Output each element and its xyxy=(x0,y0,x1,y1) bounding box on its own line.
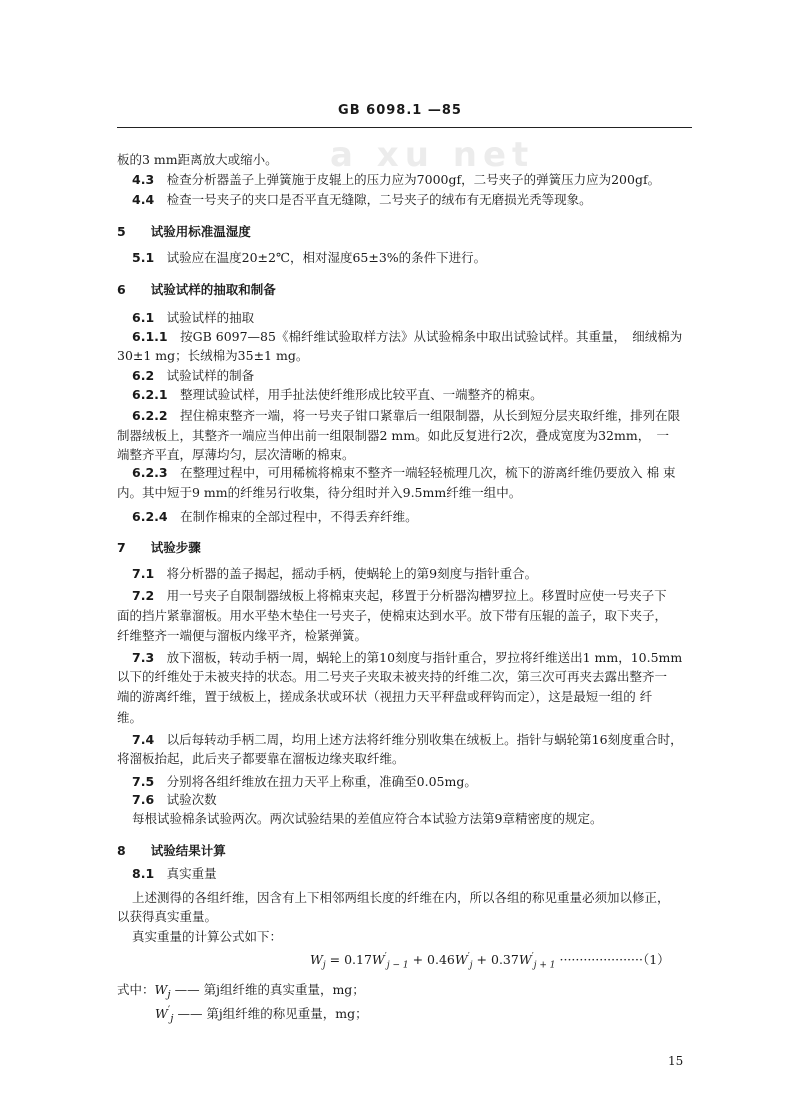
line-text: 用一号夹子自限制器绒板上将棉束夹起，移置于分析器沟槽罗拉上。移置时应使一号夹子下 xyxy=(166,588,667,603)
document-header: GB 6098.1 —85 xyxy=(338,103,462,118)
text-line xyxy=(132,310,254,326)
formula-1: $W_j = 0.17W'_{j - 1} + 0.46W'_j + 0.37W'_{j + 1} \cdot\cdot\cdot\cdot\cdot\cdot\cdot\cdot\cdot\cdot\cdot\cdot\cdot\cdot\cdot\cdot\cdot\cdot\cdot\cdot\cdot(1)$ xyxy=(310,951,670,971)
line-text: 试验步骤 xyxy=(150,540,201,555)
watermark: a xu net xyxy=(330,135,535,175)
clause-number: 6.2 xyxy=(132,368,155,383)
line-text: 试验次数 xyxy=(166,792,217,807)
header-rule xyxy=(117,127,692,128)
line-text: 制器绒板上，其整齐一端应当伸出前一组限制器2 mm。如此反复进行2次，叠成宽度为32mm， 一 xyxy=(117,428,669,443)
text-line xyxy=(132,811,602,827)
line-text: 将分析器的盖子揭起，摇动手柄，使蜗轮上的第9刻度与指针重合。 xyxy=(166,566,538,581)
line-text: 检查一号夹子的夹口是否平直无缝隙，二号夹子的绒布有无磨损光秃等现象。 xyxy=(166,192,592,207)
line-text: 整理试验试样，用手扯法使纤维形成比较平直、一端整齐的棉束。 xyxy=(180,387,543,402)
text-line xyxy=(117,669,667,685)
text-line xyxy=(132,465,676,481)
line-text: 在整理过程中，可用稀梳将棉束不整齐一端轻轻梳理几次，梳下的游离纤维仍要放入 棉 束 xyxy=(180,465,676,480)
line-text: 端整齐平直，厚薄均匀，层次清晰的棉束。 xyxy=(117,447,355,462)
clause-number: 6.1.1 xyxy=(132,329,168,344)
text-line xyxy=(117,909,217,925)
page-number: 15 xyxy=(668,1054,684,1068)
text-line xyxy=(132,250,486,266)
clause-number: 7.3 xyxy=(132,650,155,665)
clause-number: 8.1 xyxy=(132,866,155,881)
definition-1: 式中：$W_j$ —— 第j组纤维的真实重量，mg； xyxy=(117,982,365,1001)
line-text: 试验应在温度20±2℃，相对湿度65±3%的条件下进行。 xyxy=(166,250,487,265)
text-line xyxy=(132,566,537,582)
text-line xyxy=(117,751,405,767)
clause-number: 5 xyxy=(117,224,126,239)
text-line xyxy=(117,540,201,556)
line-text: 分别将各组纤维放在扭力天平上称重，准确至0.05mg。 xyxy=(166,774,477,789)
text-line xyxy=(117,608,667,624)
text-line xyxy=(132,732,683,748)
text-line xyxy=(132,387,543,403)
text-line xyxy=(132,792,217,808)
line-text: 以获得真实重量。 xyxy=(117,909,218,924)
line-text: 真实重量 xyxy=(166,866,217,881)
line-text: 真实重量的计算公式如下： xyxy=(132,929,283,944)
clause-number: 7.4 xyxy=(132,732,155,747)
clause-number: 5.1 xyxy=(132,250,155,265)
text-line xyxy=(132,890,670,906)
text-line xyxy=(132,509,418,525)
clause-number: 6.1 xyxy=(132,310,155,325)
line-text: 捏住棉束整齐一端，将一号夹子钳口紧靠后一组限制器，从长到短分层夹取纤维，排列在限 xyxy=(180,408,681,423)
text-line xyxy=(117,710,142,726)
line-text: 每根试验棉条试验两次。两次试验结果的差值应符合本试验方法第9章精密度的规定。 xyxy=(132,811,603,826)
text-line xyxy=(117,843,226,859)
line-text: 试验结果计算 xyxy=(150,843,226,858)
clause-number: 6.2.2 xyxy=(132,408,168,423)
text-line xyxy=(132,650,682,666)
line-text: 纤维整齐一端便与溜板内缘平齐，检紧弹簧。 xyxy=(117,628,368,643)
clause-number: 7.6 xyxy=(132,792,155,807)
clause-number: 7 xyxy=(117,540,126,555)
clause-number: 6.2.4 xyxy=(132,509,168,524)
line-text: 放下溜板，转动手柄一周，蜗轮上的第10刻度与指针重合，罗拉将纤维送出1 mm，10.5mm xyxy=(166,650,683,665)
clause-number: 4.3 xyxy=(132,172,155,187)
text-line xyxy=(117,152,278,168)
clause-number: 7.5 xyxy=(132,774,155,789)
line-text: 以下的纤维处于未被夹持的状态。用二号夹子夹取未被夹持的纤维二次，第三次可再夹去露出整齐一 xyxy=(117,669,668,684)
text-line xyxy=(132,588,667,604)
clause-number: 6 xyxy=(117,282,126,297)
line-text: 板的3 mm距离放大或缩小。 xyxy=(117,152,278,167)
clause-number: 8 xyxy=(117,843,126,858)
text-line xyxy=(132,929,282,945)
text-line xyxy=(117,485,521,501)
text-line xyxy=(117,628,367,644)
clause-number: 7.1 xyxy=(132,566,155,581)
text-line xyxy=(117,224,251,240)
clause-number: 7.2 xyxy=(132,588,155,603)
line-text: 试验用标准温湿度 xyxy=(150,224,251,239)
line-text: 试验试样的制备 xyxy=(166,368,255,383)
line-text: 内。其中短于9 mm的纤维另行收集，待分组时并入9.5mm纤维一组中。 xyxy=(117,485,522,500)
line-text: 面的挡片紧靠溜板。用水平垫木垫住一号夹子，使棉束达到水平。放下带有压辊的盖子，取下夹子， xyxy=(117,608,668,623)
definition-2: $W'_j$ —— 第j组纤维的称见重量，mg； xyxy=(155,1004,368,1025)
line-text: 试验试样的抽取和制备 xyxy=(150,282,276,297)
text-line xyxy=(117,428,669,444)
line-text: 将溜板抬起，此后夹子都要靠在溜板边缘夹取纤维。 xyxy=(117,751,405,766)
text-line xyxy=(132,192,592,208)
text-line xyxy=(117,282,276,298)
line-text: 以后每转动手柄二周，均用上述方法将纤维分别收集在绒板上。指针与蜗轮第16刻度重合时， xyxy=(166,732,683,747)
text-line xyxy=(132,408,680,424)
text-line xyxy=(132,774,477,790)
text-line xyxy=(132,172,660,188)
text-line xyxy=(132,866,217,882)
clause-number: 6.2.1 xyxy=(132,387,168,402)
line-text: 按GB 6097—85《棉纤维试验取样方法》从试验棉条中取出试验试样。其重量， 细绒棉为 xyxy=(180,329,683,344)
line-text: 端的游离纤维，置于绒板上，搓成条状或环状（视扭力天平秤盘或秤钩而定），这是最短一组的 纤 xyxy=(117,689,653,704)
line-text: 上述测得的各组纤维，因含有上下相邻两组长度的纤维在内，所以各组的称见重量必须加以修正， xyxy=(132,890,670,905)
clause-number: 4.4 xyxy=(132,192,155,207)
line-text: 检查分析器盖子上弹簧施于皮辊上的压力应为7000gf，二号夹子的弹簧压力应为200gf。 xyxy=(166,172,661,187)
text-line xyxy=(117,447,355,463)
line-text: 在制作棉束的全部过程中，不得丢弃纤维。 xyxy=(180,509,418,524)
text-line xyxy=(117,689,652,705)
clause-number: 6.2.3 xyxy=(132,465,168,480)
text-line xyxy=(132,368,254,384)
line-text: 维。 xyxy=(117,710,143,725)
text-line xyxy=(132,329,682,345)
line-text: 试验试样的抽取 xyxy=(166,310,255,325)
text-line xyxy=(117,348,308,364)
line-text: 30±1 mg；长绒棉为35±1 mg。 xyxy=(117,348,309,363)
